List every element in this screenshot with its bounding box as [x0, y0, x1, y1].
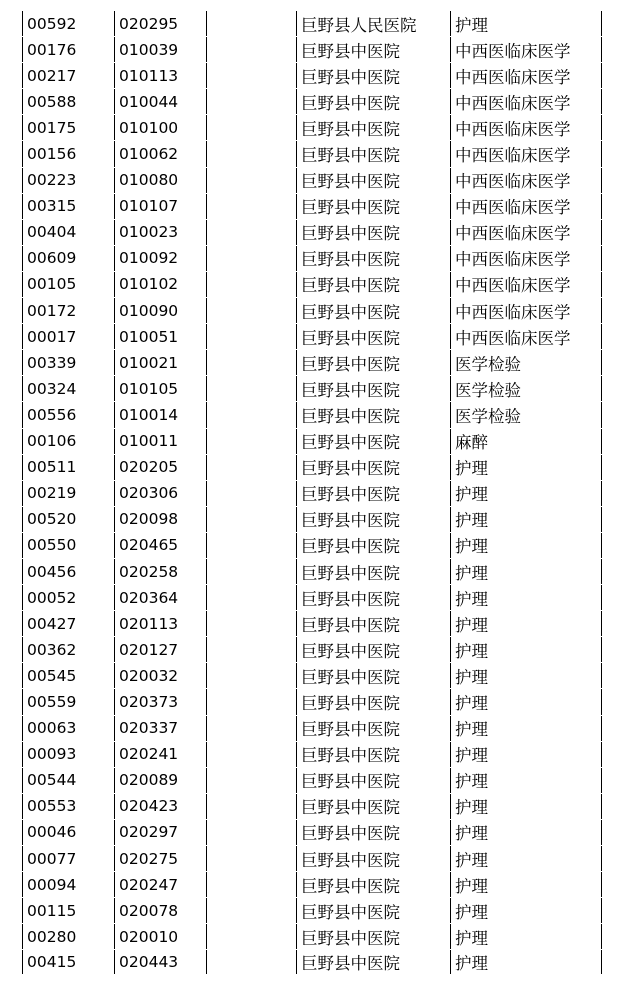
blank-cell [206, 350, 296, 375]
hospital-cell: 巨野县中医院 [296, 376, 450, 401]
id-cell: 00544 [22, 768, 114, 793]
hospital-cell: 巨野县中医院 [296, 611, 450, 636]
blank-cell [206, 455, 296, 480]
blank-cell [206, 272, 296, 297]
hospital-cell: 巨野县中医院 [296, 481, 450, 506]
id-cell: 00280 [22, 924, 114, 949]
hospital-cell: 巨野县人民医院 [296, 11, 450, 36]
code-cell: 020465 [114, 533, 206, 558]
department-cell: 中西医临床医学 [450, 194, 602, 219]
blank-cell [206, 559, 296, 584]
id-cell: 00176 [22, 37, 114, 62]
blank-cell [206, 924, 296, 949]
department-cell: 护理 [450, 11, 602, 36]
code-cell: 020297 [114, 820, 206, 845]
code-cell: 020337 [114, 716, 206, 741]
department-cell: 护理 [450, 950, 602, 974]
code-cell: 010039 [114, 37, 206, 62]
code-cell: 010102 [114, 272, 206, 297]
id-cell: 00545 [22, 663, 114, 688]
department-cell: 中西医临床医学 [450, 37, 602, 62]
department-cell: 护理 [450, 820, 602, 845]
department-cell: 护理 [450, 637, 602, 662]
department-cell: 护理 [450, 689, 602, 714]
blank-cell [206, 89, 296, 114]
hospital-cell: 巨野县中医院 [296, 220, 450, 245]
id-cell: 00105 [22, 272, 114, 297]
blank-cell [206, 585, 296, 610]
department-cell: 中西医临床医学 [450, 324, 602, 349]
hospital-cell: 巨野县中医院 [296, 429, 450, 454]
hospital-cell: 巨野县中医院 [296, 663, 450, 688]
hospital-cell: 巨野县中医院 [296, 324, 450, 349]
code-cell: 010080 [114, 168, 206, 193]
blank-cell [206, 689, 296, 714]
code-cell: 020247 [114, 872, 206, 897]
blank-cell [206, 37, 296, 62]
code-cell: 010051 [114, 324, 206, 349]
id-cell: 00511 [22, 455, 114, 480]
department-cell: 中西医临床医学 [450, 115, 602, 140]
hospital-cell: 巨野县中医院 [296, 637, 450, 662]
department-cell: 中西医临床医学 [450, 298, 602, 323]
hospital-cell: 巨野县中医院 [296, 794, 450, 819]
blank-cell [206, 533, 296, 558]
id-cell: 00550 [22, 533, 114, 558]
hospital-cell: 巨野县中医院 [296, 533, 450, 558]
blank-cell [206, 820, 296, 845]
id-cell: 00115 [22, 898, 114, 923]
department-cell: 医学检验 [450, 402, 602, 427]
code-cell: 020423 [114, 794, 206, 819]
department-cell: 医学检验 [450, 376, 602, 401]
hospital-cell: 巨野县中医院 [296, 141, 450, 166]
blank-cell [206, 376, 296, 401]
department-cell: 中西医临床医学 [450, 272, 602, 297]
department-cell: 护理 [450, 533, 602, 558]
department-cell: 护理 [450, 559, 602, 584]
code-cell: 010113 [114, 63, 206, 88]
department-cell: 护理 [450, 924, 602, 949]
blank-cell [206, 611, 296, 636]
blank-cell [206, 298, 296, 323]
blank-cell [206, 950, 296, 974]
hospital-cell: 巨野县中医院 [296, 689, 450, 714]
department-cell: 护理 [450, 768, 602, 793]
code-cell: 020127 [114, 637, 206, 662]
id-cell: 00094 [22, 872, 114, 897]
id-cell: 00592 [22, 11, 114, 36]
id-cell: 00223 [22, 168, 114, 193]
hospital-cell: 巨野县中医院 [296, 350, 450, 375]
id-cell: 00559 [22, 689, 114, 714]
code-cell: 010092 [114, 246, 206, 271]
blank-cell [206, 402, 296, 427]
id-cell: 00063 [22, 716, 114, 741]
code-cell: 020078 [114, 898, 206, 923]
blank-cell [206, 429, 296, 454]
hospital-cell: 巨野县中医院 [296, 559, 450, 584]
department-cell: 护理 [450, 507, 602, 532]
id-cell: 00106 [22, 429, 114, 454]
department-cell: 中西医临床医学 [450, 168, 602, 193]
hospital-cell: 巨野县中医院 [296, 846, 450, 871]
blank-cell [206, 898, 296, 923]
code-cell: 020032 [114, 663, 206, 688]
blank-cell [206, 11, 296, 36]
code-cell: 020010 [114, 924, 206, 949]
blank-cell [206, 220, 296, 245]
blank-cell [206, 63, 296, 88]
blank-cell [206, 663, 296, 688]
code-cell: 020443 [114, 950, 206, 974]
id-cell: 00093 [22, 742, 114, 767]
hospital-cell: 巨野县中医院 [296, 115, 450, 140]
blank-cell [206, 115, 296, 140]
code-cell: 010062 [114, 141, 206, 166]
hospital-cell: 巨野县中医院 [296, 950, 450, 974]
id-cell: 00556 [22, 402, 114, 427]
code-cell: 020295 [114, 11, 206, 36]
blank-cell [206, 794, 296, 819]
hospital-cell: 巨野县中医院 [296, 898, 450, 923]
code-cell: 010011 [114, 429, 206, 454]
hospital-cell: 巨野县中医院 [296, 89, 450, 114]
id-cell: 00324 [22, 376, 114, 401]
hospital-cell: 巨野县中医院 [296, 298, 450, 323]
id-cell: 00609 [22, 246, 114, 271]
hospital-cell: 巨野县中医院 [296, 768, 450, 793]
id-cell: 00456 [22, 559, 114, 584]
hospital-cell: 巨野县中医院 [296, 37, 450, 62]
department-cell: 护理 [450, 716, 602, 741]
id-cell: 00404 [22, 220, 114, 245]
code-cell: 010107 [114, 194, 206, 219]
code-cell: 010014 [114, 402, 206, 427]
hospital-cell: 巨野县中医院 [296, 63, 450, 88]
code-cell: 010105 [114, 376, 206, 401]
hospital-cell: 巨野县中医院 [296, 872, 450, 897]
blank-cell [206, 716, 296, 741]
blank-cell [206, 168, 296, 193]
department-cell: 医学检验 [450, 350, 602, 375]
blank-cell [206, 768, 296, 793]
hospital-cell: 巨野县中医院 [296, 585, 450, 610]
code-cell: 020241 [114, 742, 206, 767]
id-cell: 00520 [22, 507, 114, 532]
id-cell: 00219 [22, 481, 114, 506]
blank-cell [206, 194, 296, 219]
hospital-cell: 巨野县中医院 [296, 924, 450, 949]
blank-cell [206, 637, 296, 662]
department-cell: 护理 [450, 455, 602, 480]
department-cell: 中西医临床医学 [450, 141, 602, 166]
blank-cell [206, 846, 296, 871]
blank-cell [206, 872, 296, 897]
id-cell: 00175 [22, 115, 114, 140]
id-cell: 00217 [22, 63, 114, 88]
department-cell: 护理 [450, 872, 602, 897]
code-cell: 010021 [114, 350, 206, 375]
hospital-cell: 巨野县中医院 [296, 272, 450, 297]
id-cell: 00427 [22, 611, 114, 636]
code-cell: 010100 [114, 115, 206, 140]
blank-cell [206, 507, 296, 532]
blank-cell [206, 324, 296, 349]
blank-cell [206, 246, 296, 271]
department-cell: 中西医临床医学 [450, 63, 602, 88]
hospital-cell: 巨野县中医院 [296, 402, 450, 427]
id-cell: 00046 [22, 820, 114, 845]
department-cell: 中西医临床医学 [450, 89, 602, 114]
id-cell: 00077 [22, 846, 114, 871]
department-cell: 护理 [450, 794, 602, 819]
hospital-cell: 巨野县中医院 [296, 820, 450, 845]
hospital-cell: 巨野县中医院 [296, 716, 450, 741]
id-cell: 00588 [22, 89, 114, 114]
id-cell: 00017 [22, 324, 114, 349]
id-cell: 00315 [22, 194, 114, 219]
id-cell: 00172 [22, 298, 114, 323]
hospital-cell: 巨野县中医院 [296, 194, 450, 219]
hospital-cell: 巨野县中医院 [296, 455, 450, 480]
hospital-cell: 巨野县中医院 [296, 168, 450, 193]
code-cell: 020275 [114, 846, 206, 871]
id-cell: 00362 [22, 637, 114, 662]
department-cell: 中西医临床医学 [450, 246, 602, 271]
code-cell: 020113 [114, 611, 206, 636]
department-cell: 护理 [450, 846, 602, 871]
id-cell: 00553 [22, 794, 114, 819]
department-cell: 护理 [450, 481, 602, 506]
code-cell: 010023 [114, 220, 206, 245]
blank-cell [206, 742, 296, 767]
id-cell: 00156 [22, 141, 114, 166]
code-cell: 020089 [114, 768, 206, 793]
id-cell: 00339 [22, 350, 114, 375]
hospital-cell: 巨野县中医院 [296, 507, 450, 532]
department-cell: 护理 [450, 742, 602, 767]
hospital-cell: 巨野县中医院 [296, 246, 450, 271]
code-cell: 020258 [114, 559, 206, 584]
code-cell: 020306 [114, 481, 206, 506]
department-cell: 麻醉 [450, 429, 602, 454]
id-cell: 00415 [22, 950, 114, 974]
hospital-cell: 巨野县中医院 [296, 742, 450, 767]
code-cell: 020205 [114, 455, 206, 480]
code-cell: 010090 [114, 298, 206, 323]
department-cell: 护理 [450, 898, 602, 923]
department-cell: 中西医临床医学 [450, 220, 602, 245]
blank-cell [206, 141, 296, 166]
code-cell: 020373 [114, 689, 206, 714]
blank-cell [206, 481, 296, 506]
code-cell: 020098 [114, 507, 206, 532]
code-cell: 010044 [114, 89, 206, 114]
department-cell: 护理 [450, 585, 602, 610]
code-cell: 020364 [114, 585, 206, 610]
id-cell: 00052 [22, 585, 114, 610]
department-cell: 护理 [450, 663, 602, 688]
department-cell: 护理 [450, 611, 602, 636]
